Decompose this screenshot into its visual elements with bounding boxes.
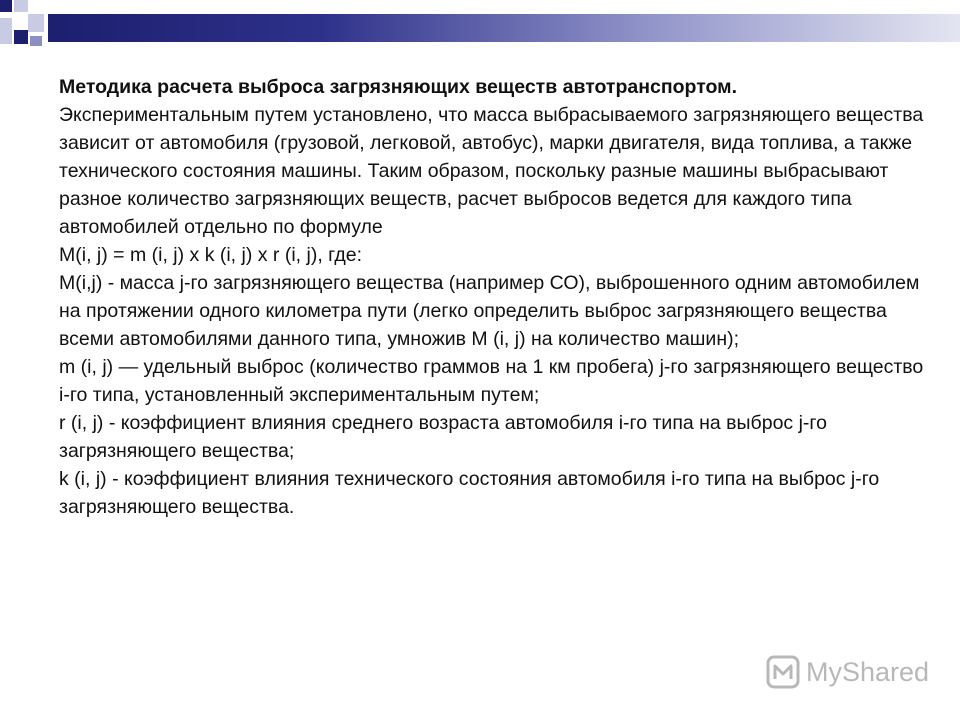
header-gradient-bar bbox=[48, 14, 960, 42]
paragraph-intro: Экспериментальным путем установлено, что масса выбрасываемого загрязняющего вещества зависит от автомобиля (грузовой, легковой, автобус), марки двигателя, вида топлива, а также технического состояния машины. Таким образом, поскольку разные машины выбрасывают разное количество загрязняющих веществ, расчет выбросов ведется для каждого типа автомобилей отдельно по формуле bbox=[59, 104, 924, 238]
paragraph-formula: M(i, j) = m (i, j) x k (i, j) x r (i, j), где: bbox=[59, 244, 363, 266]
header-square bbox=[14, 0, 28, 12]
paragraph-def-m: m (i, j) — удельный выброс (количество граммов на 1 км пробега) j-го загрязняющего вещество i-го типа, установленный экспериментальным путем; bbox=[59, 356, 924, 406]
myshared-logo-icon bbox=[766, 655, 800, 689]
header-square bbox=[14, 30, 28, 44]
header-square bbox=[28, 14, 44, 32]
slide-title: Методика расчета выброса загрязняющих веществ автотранспортом. bbox=[59, 76, 737, 98]
paragraph-def-k: k (i, j) - коэффициент влияния технического состояния автомобиля i-го типа на выброс j-го загрязняющего вещества. bbox=[59, 468, 880, 518]
header-square bbox=[0, 18, 12, 44]
slide-content bbox=[59, 73, 939, 521]
header-square bbox=[0, 0, 12, 12]
watermark-text: MyShared bbox=[806, 656, 930, 687]
watermark bbox=[766, 652, 929, 692]
paragraph-def-M: M(i,j) - масса j-го загрязняющего вещества (например СО), выброшенного одним автомобилем на протяжении одного километра пути (легко определить выброс загрязняющего вещества всеми автомобилями данного типа, умножив М (i, j) на количество машин); bbox=[59, 272, 920, 350]
paragraph-def-r: r (i, j) - коэффициент влияния среднего возраста автомобиля i-го типа на выброс j-го загрязняющего вещества; bbox=[59, 412, 827, 462]
header-square bbox=[30, 36, 42, 46]
